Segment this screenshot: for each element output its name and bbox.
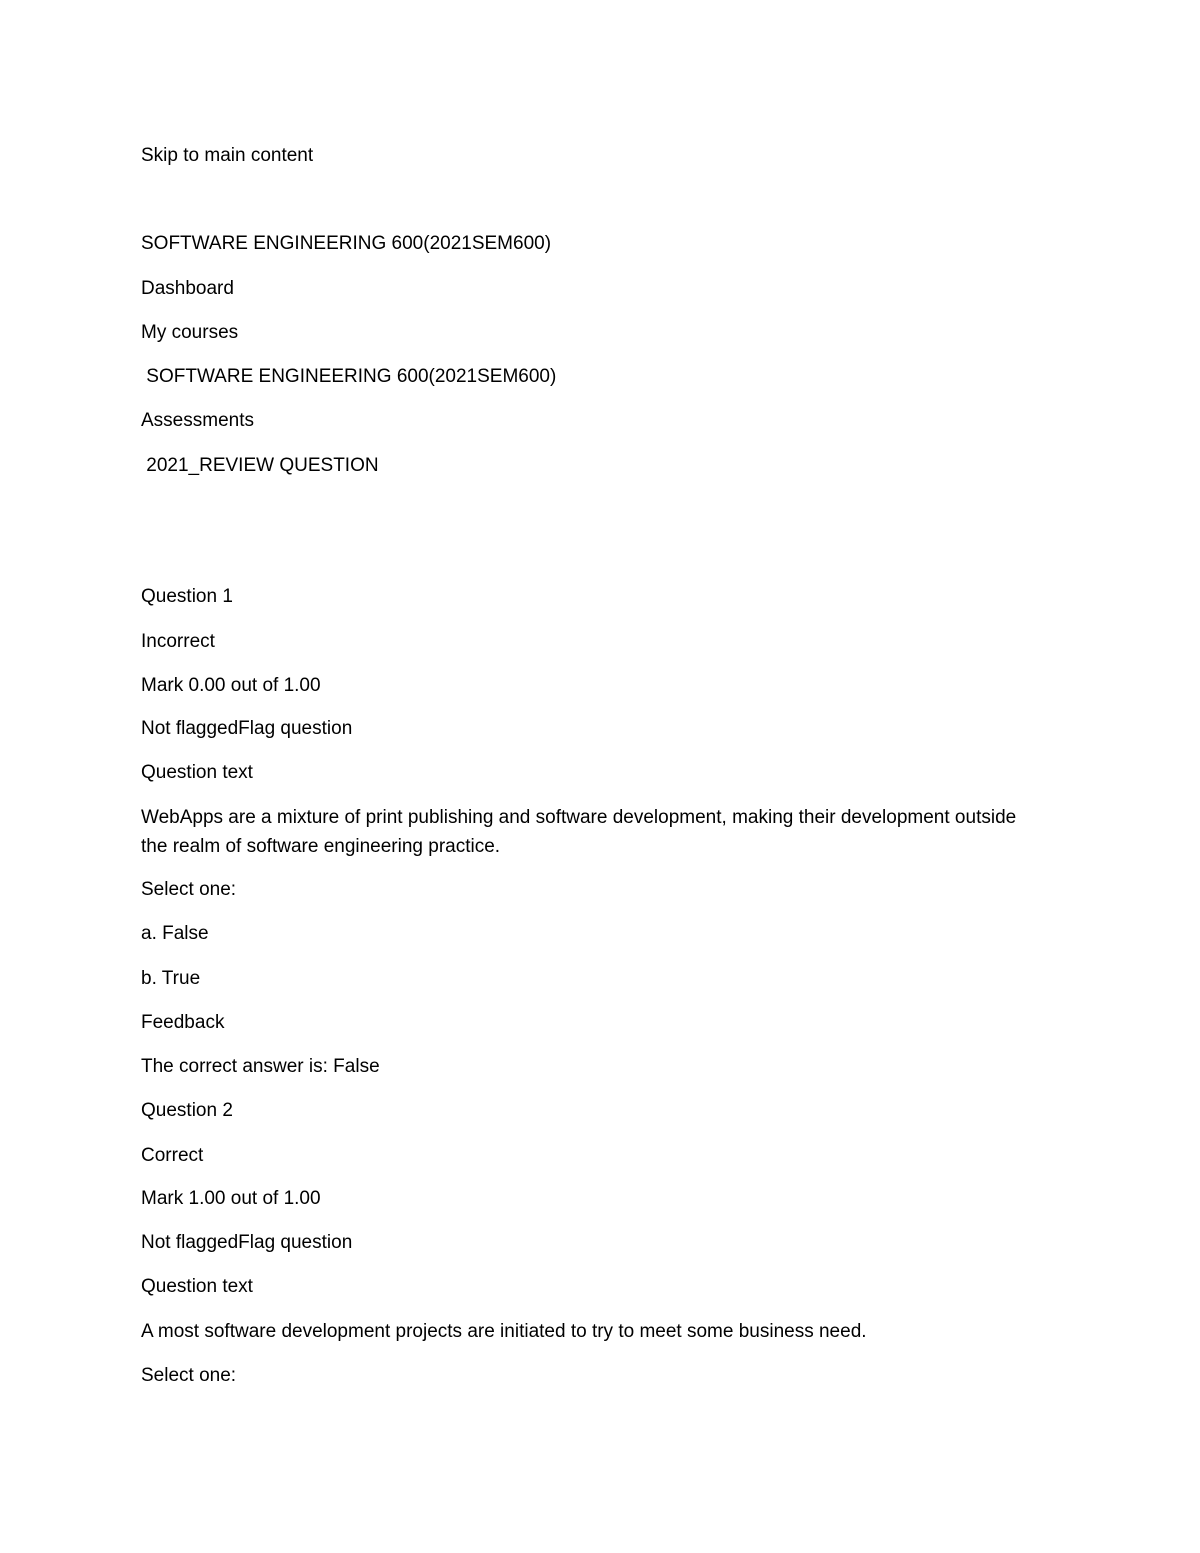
question-mark: Mark 1.00 out of 1.00: [141, 1188, 321, 1209]
feedback-heading: Feedback: [141, 1012, 225, 1033]
question-label: Question 1: [141, 586, 233, 607]
question-label: Question 2: [141, 1100, 233, 1121]
question-text-heading: Question text: [141, 1276, 253, 1297]
answer-option-a[interactable]: a. False: [141, 923, 209, 944]
feedback-text: The correct answer is: False: [141, 1056, 380, 1077]
answer-option-b[interactable]: b. True: [141, 968, 201, 989]
flag-question-toggle[interactable]: Not flaggedFlag question: [141, 718, 353, 739]
skip-to-main-link[interactable]: Skip to main content: [141, 145, 314, 166]
breadcrumb-course[interactable]: SOFTWARE ENGINEERING 600(2021SEM600): [141, 366, 557, 387]
course-title: SOFTWARE ENGINEERING 600(2021SEM600): [141, 233, 552, 254]
question-text-heading: Question text: [141, 762, 253, 783]
breadcrumb-quiz[interactable]: 2021_REVIEW QUESTION: [141, 455, 379, 476]
question-status: Correct: [141, 1145, 204, 1166]
question-status: Incorrect: [141, 631, 215, 652]
flag-question-toggle[interactable]: Not flaggedFlag question: [141, 1232, 353, 1253]
question-text: WebApps are a mixture of print publishing and software development, making their development outside the realm of software engineering practice.: [141, 807, 1017, 857]
breadcrumb-dashboard[interactable]: Dashboard: [141, 278, 234, 299]
select-prompt: Select one:: [141, 879, 237, 900]
question-mark: Mark 0.00 out of 1.00: [141, 675, 321, 696]
select-prompt: Select one:: [141, 1365, 237, 1386]
breadcrumb-assessments[interactable]: Assessments: [141, 410, 254, 431]
question-text: A most software development projects are initiated to try to meet some business need.: [141, 1321, 867, 1342]
breadcrumb-my-courses[interactable]: My courses: [141, 322, 239, 343]
